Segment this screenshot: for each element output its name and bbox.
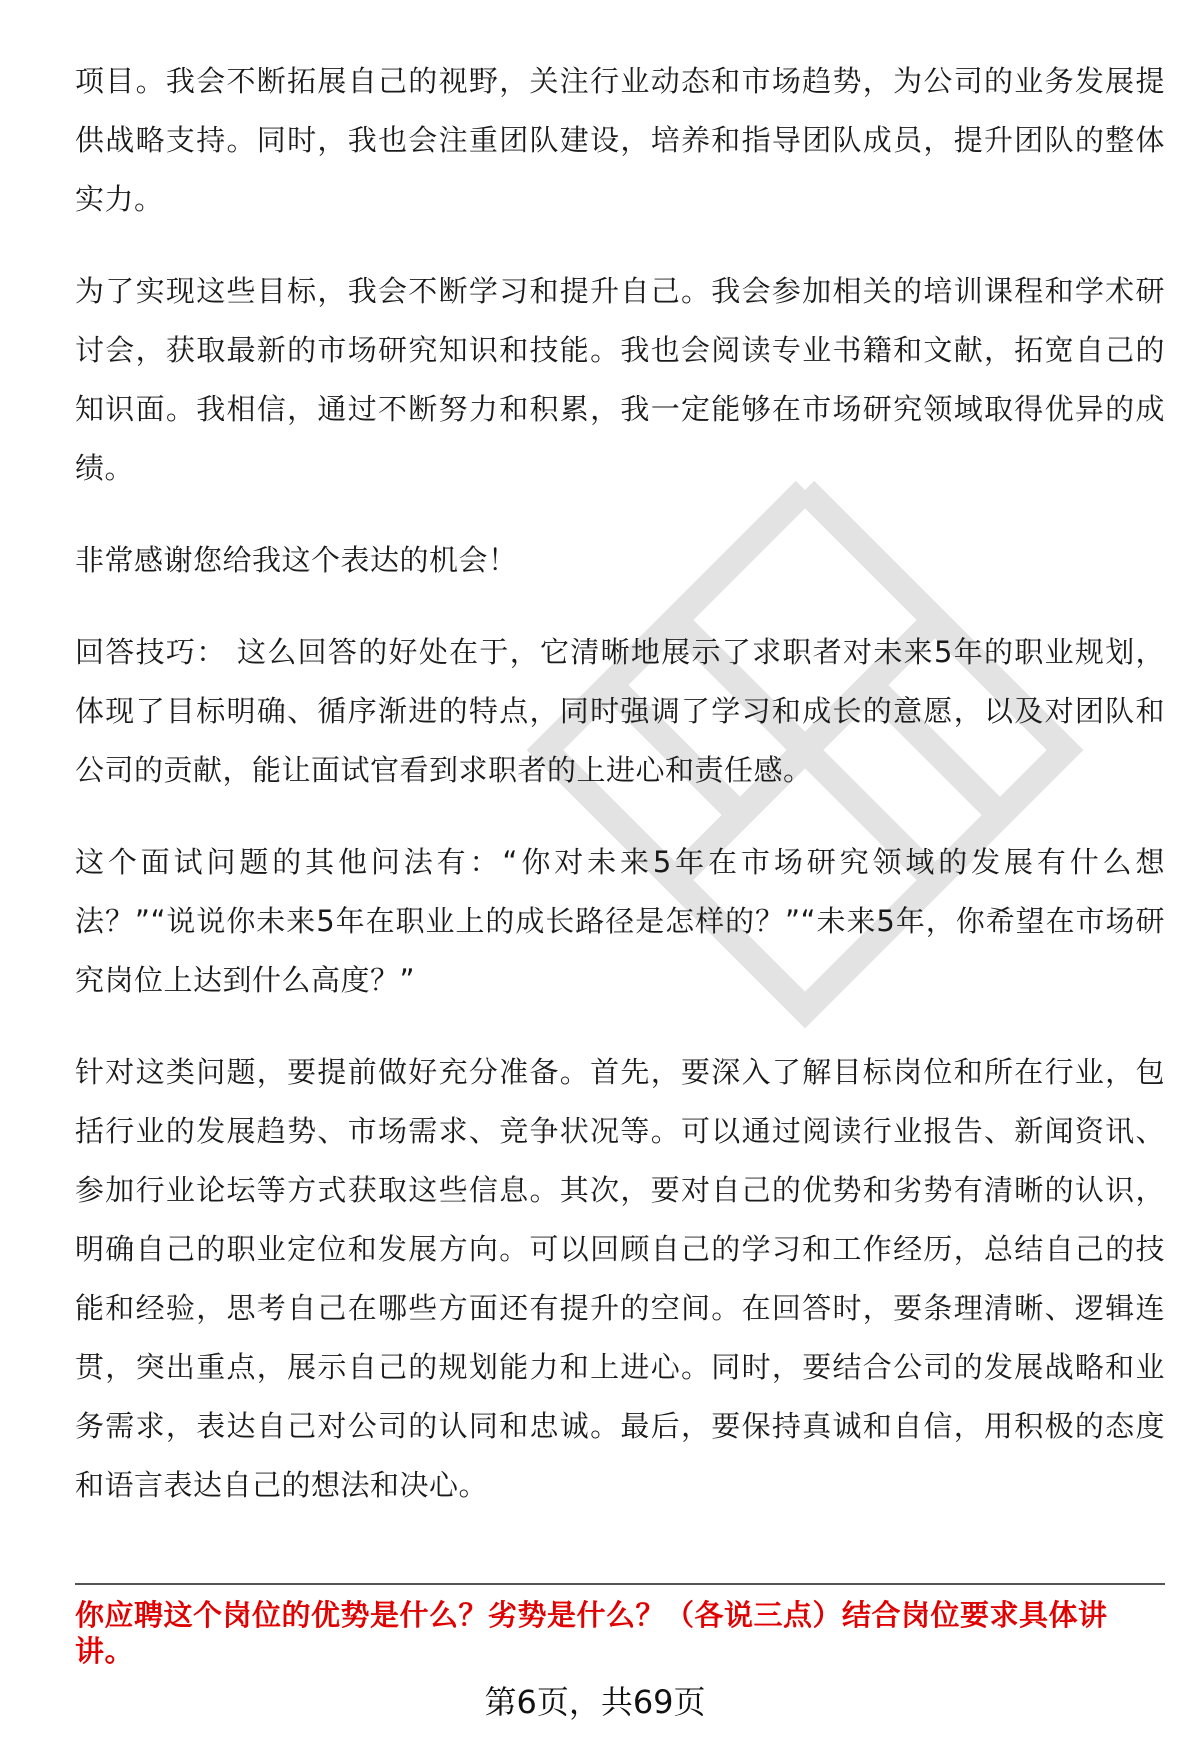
answer-tip-paragraph: 回答技巧： 这么回答的好处在于，它清晰地展示了求职者对未来5年的职业规划，体现了目标明确、循序渐进的特点，同时强调了学习和成长的意愿，以及对团队和公司的贡献，能让面试官看到求职者的上进心和责任感。 (75, 635, 1165, 787)
next-question-heading: 你应聘这个岗位的优势是什么？劣势是什么？（各说三点）结合岗位要求具体讲讲。 (75, 1598, 1108, 1668)
alternate-questions-paragraph: 这个面试问题的其他问法有：“你对未来5年在市场研究领域的发展有什么想法？”“说说你未来5年在职业上的成长路径是怎样的？”“未来5年，你希望在市场研究岗位上达到什么高度？” (75, 845, 1165, 997)
section-divider (75, 1583, 1165, 1585)
paragraph: 非常感谢您给我这个表达的机会！ (75, 543, 518, 577)
main-content (75, 52, 1165, 1515)
paragraph: 为了实现这些目标，我会不断学习和提升自己。我会参加相关的培训课程和学术研讨会，获取最新的市场研究知识和技能。我也会阅读专业书籍和文献，拓宽自己的知识面。我相信，通过不断努力和积累，我一定能够在市场研究领域取得优异的成绩。 (75, 274, 1165, 485)
page-number: 第6页，共69页 (484, 1683, 706, 1721)
preparation-advice-paragraph: 针对这类问题，要提前做好充分准备。首先，要深入了解目标岗位和所在行业，包括行业的发展趋势、市场需求、竞争状况等。可以通过阅读行业报告、新闻资讯、参加行业论坛等方式获取这些信息。其次，要对自己的优势和劣势有清晰的认识，明确自己的职业定位和发展方向。可以回顾自己的学习和工作经历，总结自己的技能和经验，思考自己在哪些方面还有提升的空间。在回答时，要条理清晰、逻辑连贯，突出重点，展示自己的规划能力和上进心。同时，要结合公司的发展战略和业务需求，表达自己对公司的认同和忠诚。最后，要保持真诚和自信，用积极的态度和语言表达自己的想法和决心。 (75, 1055, 1165, 1502)
paragraph: 项目。我会不断拓展自己的视野，关注行业动态和市场趋势，为公司的业务发展提供战略支持。同时，我也会注重团队建设，培养和指导团队成员，提升团队的整体实力。 (75, 64, 1165, 216)
